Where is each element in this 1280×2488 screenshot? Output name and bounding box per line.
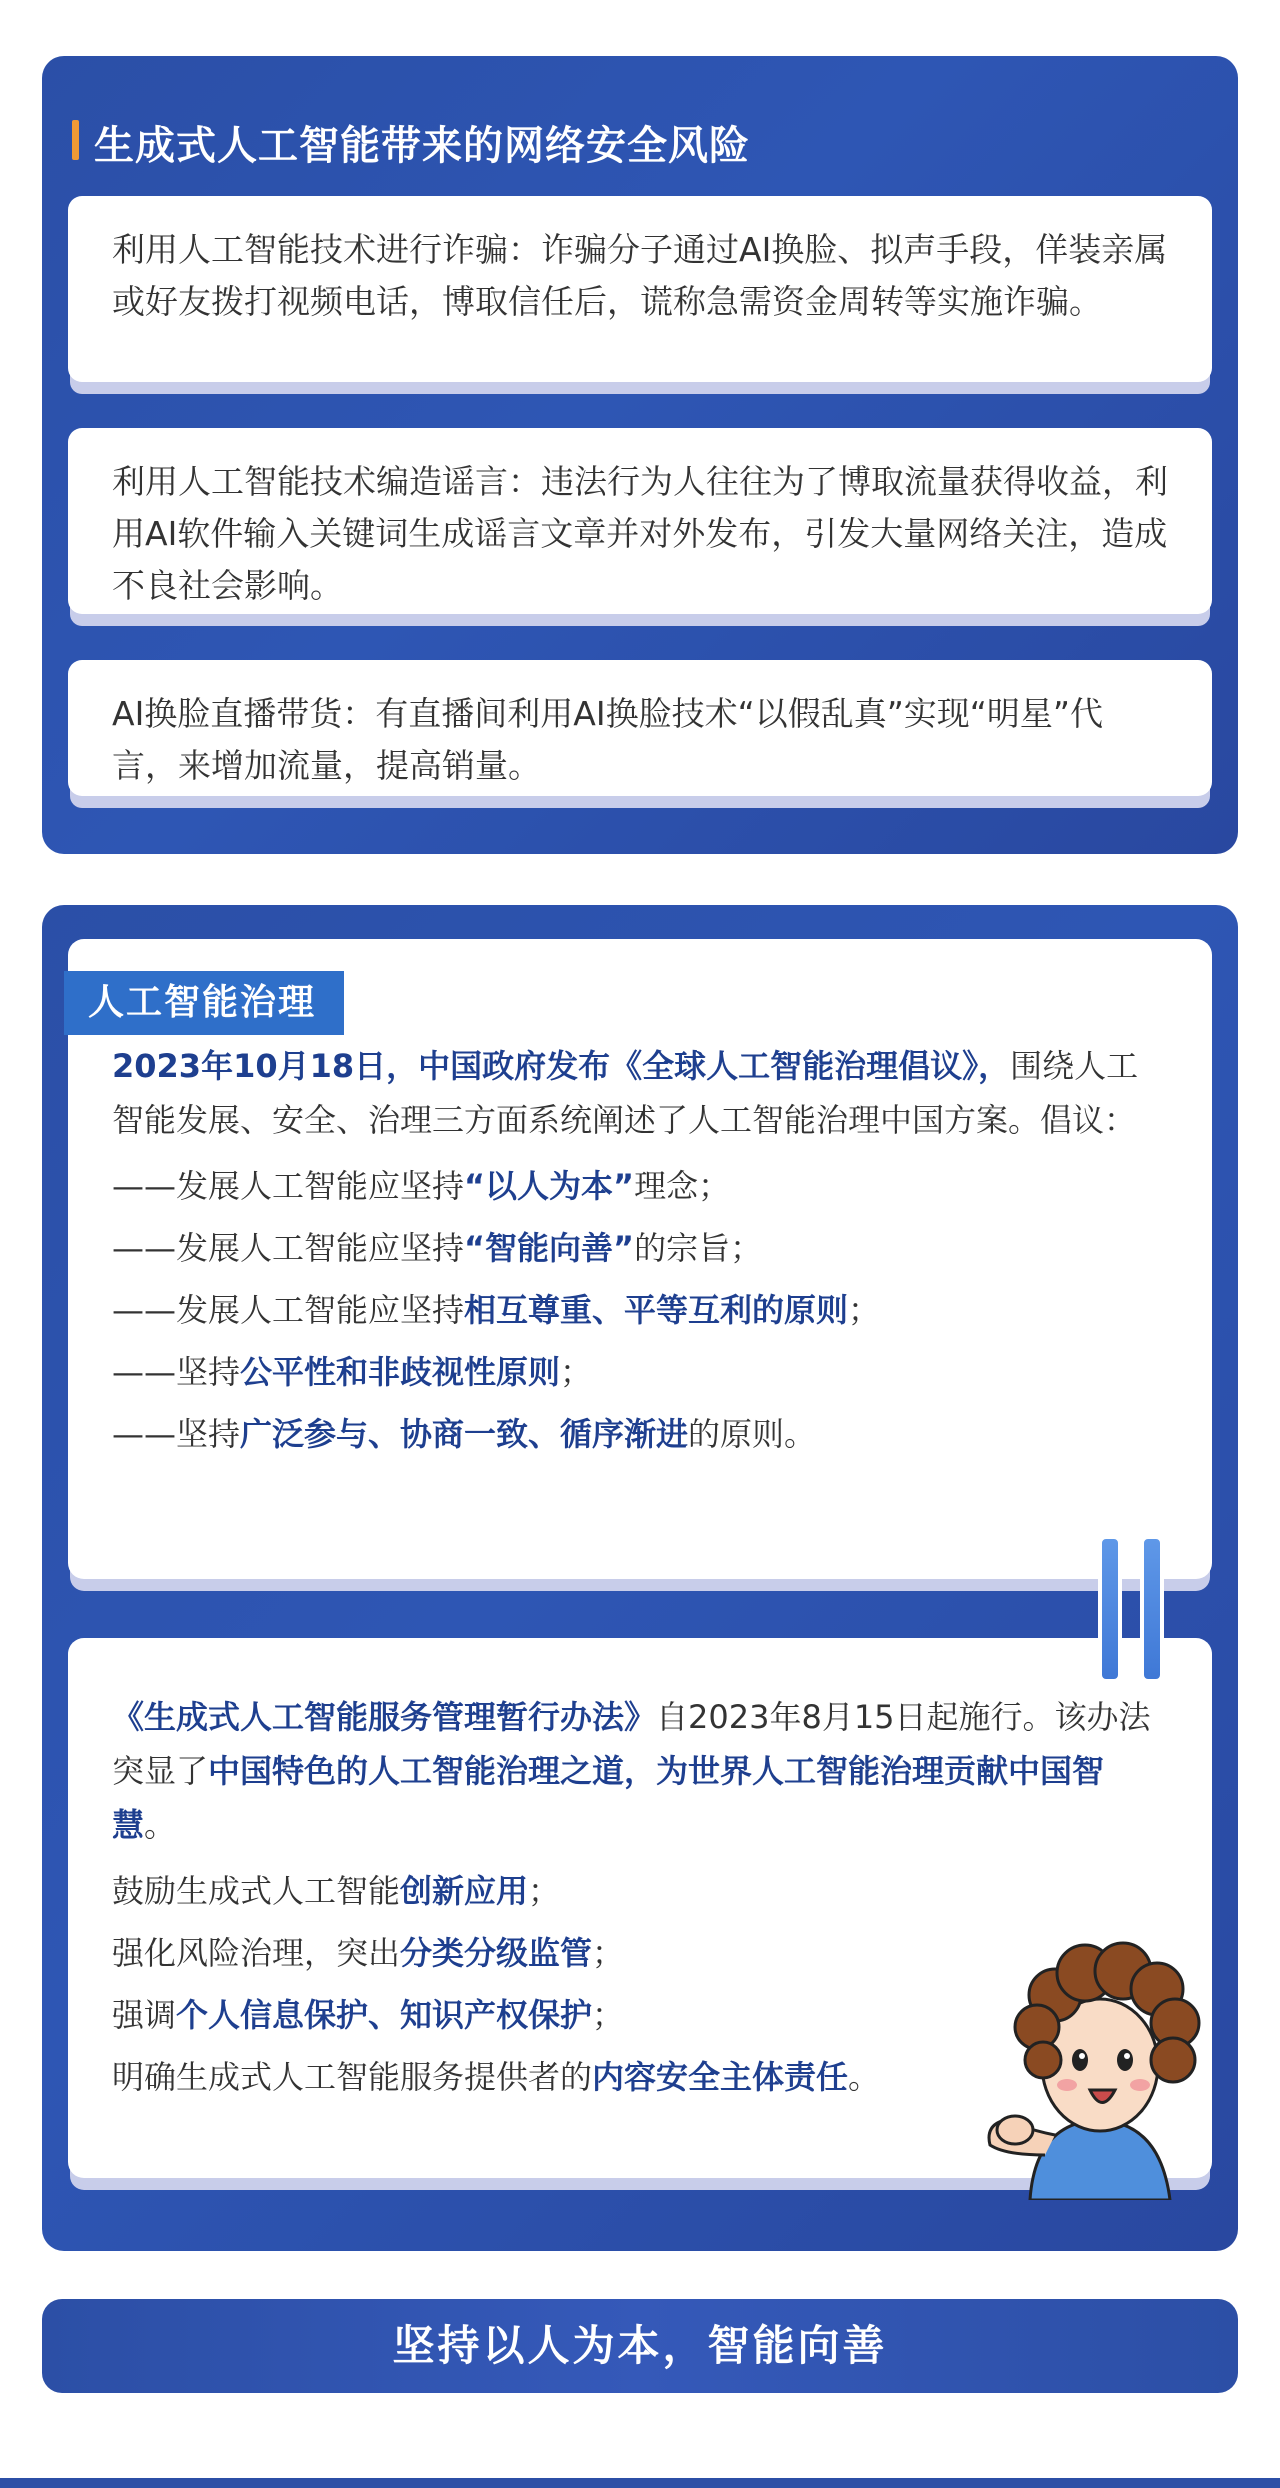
point-text: 的宗旨；	[634, 1229, 763, 1267]
measure-text: ；	[592, 1934, 625, 1972]
connector-bar	[1140, 1535, 1164, 1683]
measure-text: 。	[848, 2058, 881, 2096]
governance-intro-rest: 围绕人工智能发展、安全、治理三方面系统阐述了人工智能治理中国方案。倡议：	[112, 1047, 1139, 1139]
measure-bold: 内容安全主体责任	[592, 2058, 849, 2096]
point-bold: 公平性和非歧视性原则	[240, 1353, 561, 1391]
point-text: 理念；	[634, 1167, 731, 1205]
measures-intro-text: 自2023年8月15日起施行。该办法突显了	[112, 1698, 1151, 1790]
measures-intro-end: 。	[144, 1806, 177, 1844]
point-text: ——发展人工智能应坚持	[112, 1291, 465, 1329]
point-bold: “以人为本”	[464, 1167, 635, 1205]
governance-point	[112, 1409, 1168, 1459]
measure-text: ；	[528, 1872, 561, 1910]
risk-card	[68, 660, 1212, 796]
slogan-banner: 坚持以人为本，智能向善	[42, 2299, 1238, 2393]
risks-panel	[42, 56, 1238, 854]
measures-law-title: 《生成式人工智能服务管理暂行办法》	[112, 1698, 657, 1736]
point-text: 的原则。	[688, 1415, 817, 1453]
measure-text: ；	[592, 1996, 625, 2034]
point-text: ；	[560, 1353, 593, 1391]
risk-text: 利用人工智能技术进行诈骗：诈骗分子通过AI换脸、拟声手段，佯装亲属或好友拨打视频电话，博取信任后，谎称急需资金周转等实施诈骗。	[112, 230, 1168, 321]
measure-bold: 个人信息保护、知识产权保护	[176, 1996, 593, 2034]
risk-text: AI换脸直播带货：有直播间利用AI换脸技术“以假乱真”实现“明星”代言，来增加流量，提高销量。	[112, 694, 1103, 785]
point-text: ——坚持	[112, 1415, 241, 1453]
risk-card	[68, 428, 1212, 614]
governance-point	[112, 1285, 1168, 1335]
connector-bar	[1098, 1535, 1122, 1683]
governance-intro	[112, 1039, 1168, 1147]
measures-intro	[112, 1690, 1168, 1852]
measure-text: 明确生成式人工智能服务提供者的	[112, 2058, 593, 2096]
bottom-bar	[0, 2478, 1280, 2488]
point-bold: “智能向善”	[464, 1229, 635, 1267]
point-text: ；	[848, 1291, 881, 1329]
governance-tag: 人工智能治理	[64, 971, 344, 1035]
governance-card	[68, 939, 1212, 1579]
measure-text: 鼓励生成式人工智能	[112, 1872, 401, 1910]
point-bold: 相互尊重、平等互利的原则	[464, 1291, 849, 1329]
cartoon-character-icon	[985, 1925, 1210, 2200]
measure-text: 强化风险治理，突出	[112, 1934, 401, 1972]
measure-text: 强调	[112, 1996, 177, 2034]
measures-intro-bold: 中国特色的人工智能治理之道，为世界人工智能治理贡献中国智慧	[112, 1752, 1105, 1844]
governance-point	[112, 1223, 1168, 1273]
risk-card	[68, 196, 1212, 382]
governance-point	[112, 1347, 1168, 1397]
point-text: ——发展人工智能应坚持	[112, 1167, 465, 1205]
governance-intro-bold: 2023年10月18日，中国政府发布《全球人工智能治理倡议》，	[112, 1047, 1011, 1085]
measure-bold: 创新应用	[400, 1872, 529, 1910]
point-text: ——坚持	[112, 1353, 241, 1391]
measure-item	[112, 1866, 1168, 1916]
governance-point	[112, 1161, 1168, 1211]
risk-text: 利用人工智能技术编造谣言：违法行为人往往为了博取流量获得收益，利用AI软件输入关键词生成谣言文章并对外发布，引发大量网络关注，造成不良社会影响。	[112, 462, 1168, 605]
risks-title: 生成式人工智能带来的网络安全风险	[72, 114, 750, 171]
point-text: ——发展人工智能应坚持	[112, 1229, 465, 1267]
point-bold: 广泛参与、协商一致、循序渐进	[240, 1415, 689, 1453]
measure-bold: 分类分级监管	[400, 1934, 593, 1972]
